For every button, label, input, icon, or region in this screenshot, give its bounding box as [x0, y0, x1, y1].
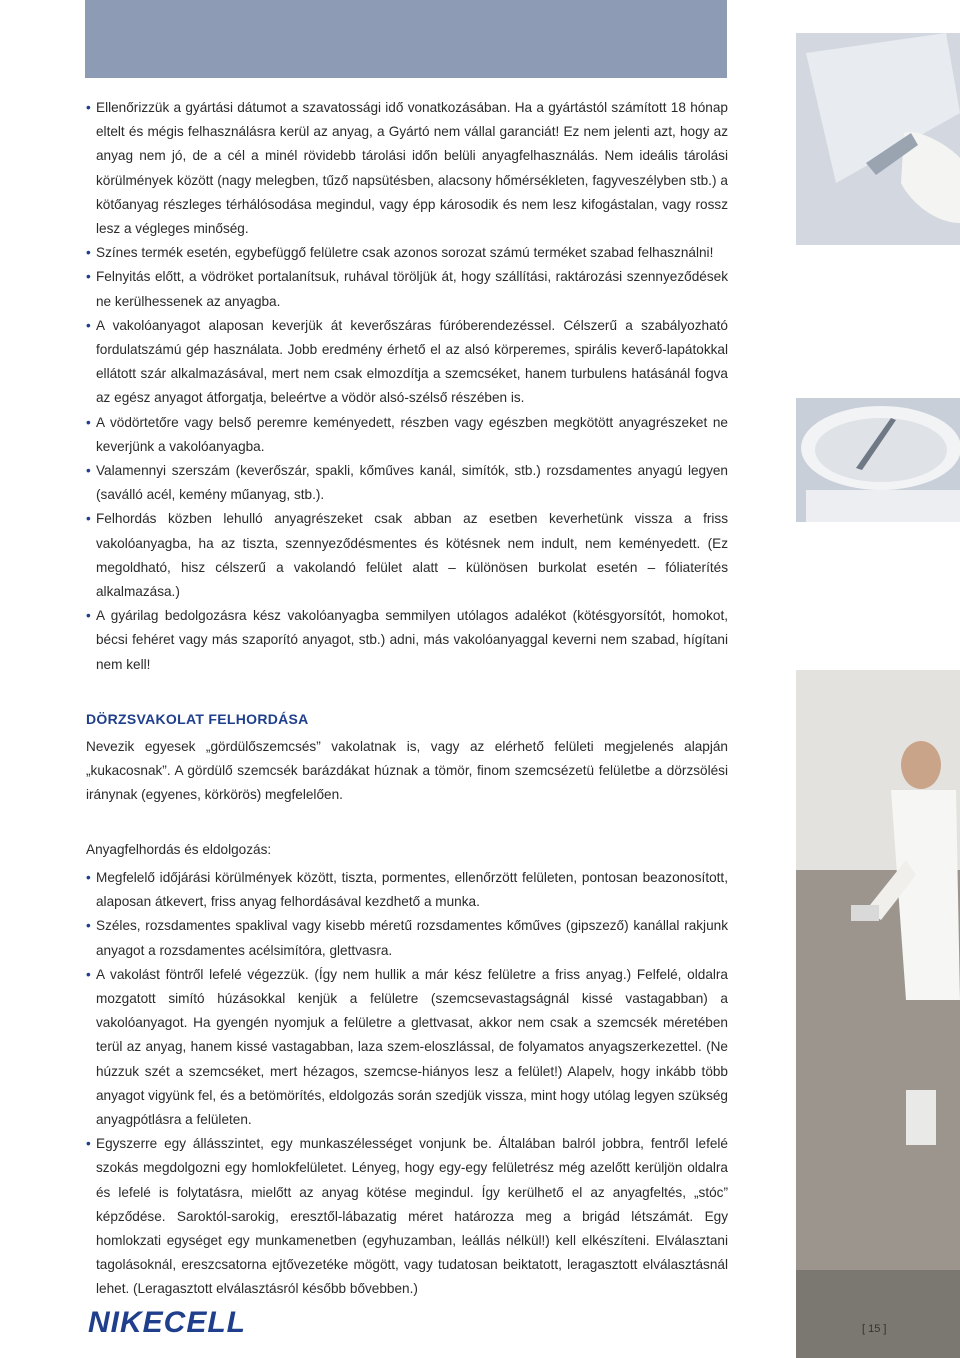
list-item: • Felhordás közben lehulló anyagrészeket csak abban az esetben keverhetünk vissza a friss vakolóanyagba, ha az tiszta, szennyeződésmentes és kötésnek nem indult, nem keményedett. (Ez megoldható, hisz célszerű a vakolandó felület alatt – különösen burkolat esetén – fóliaterítés alkalmazása.)	[86, 507, 728, 604]
list-item: • Széles, rozsdamentes spaklival vagy kisebb méretű rozsdamentes kőműves (gipszező) kanállal rakjunk anyagot a rozsdamentes acélsimítóra, glettvasra.	[86, 914, 728, 962]
main-content	[86, 96, 728, 1302]
list-item: • Színes termék esetén, egybefüggő felületre csak azonos sorozat számú terméket szabad felhasználni!	[86, 241, 728, 265]
list-item: • Egyszerre egy állásszintet, egy munkaszélességet vonjunk be. Általában balról jobbra, fentről lefelé szokás megdolgozni egy homlokfelületet. Lényeg, hogy egy-egy felületrész még azelőtt kerüljön oldalra és lefelé is folytatásra, mielőtt az anyag kötése megindul. Így kerülhető el az anyagfeltés, „stóc” képződése. Saroktól-sarokig, eresztől-lábazatig méret határozza meg a brigád létszámát. Egy homlokzati egységet egy munkamenetben (egyhuzamban, leállás nélkül!) kell elkészíteni. Elválasztani tagolásoknál, ereszcsatorna ejtővezetéke mögött, vagy tudatosan beiktatott, leragasztott elválasztásnál lehet. (Leragasztott elválasztásról később bővebben.)	[86, 1132, 728, 1301]
photo-worker-illustration	[796, 670, 960, 1358]
section-heading: DÖRZSVAKOLAT FELHORDÁSA	[86, 710, 309, 727]
list-item: • A gyárilag bedolgozásra kész vakolóanyagba semmilyen utólagos adalékot (kötésgyorsítót, homokot, bécsi fehéret vagy más szaporító anyagot, stb.) adni, más vakolóanyaggal keverni nem szabad, hígítani nem kell!	[86, 604, 728, 677]
photo-worker-plastering	[796, 670, 960, 1358]
application-steps-list	[86, 866, 728, 1302]
header-band	[85, 0, 727, 78]
photo-mixing-bucket	[796, 398, 960, 522]
precautions-list	[86, 96, 728, 677]
list-item: • A vödörtetőre vagy belső peremre keményedett, részben vagy egészben megkötött anyagrészeket ne keverjünk a vakolóanyagba.	[86, 411, 728, 459]
list-item: • Valamennyi szerszám (keverőszár, spakli, kőműves kanál, simítók, stb.) rozsdamentes anyagú legyen (saválló acél, kemény műanyag, stb.).	[86, 459, 728, 507]
list-item: • A vakolást föntről lefelé végezzük. (Így nem hullik a már kész felületre a friss anyag.) Felfelé, oldalra mozgatott simító húzásokkal kenjük a felületre (szemcsevastagságnál kissé vastagabban) a vakolóanyagot. Ha gyengén nyomjuk a felületre a glettvasat, akkor nem csak a szemcsék méretében terül az anyag, hanem kissé vastagabban, laza szem-eloszlással, de folyamatos anyagszerkezettel. (Ne húzzuk szét a szemcséket, mert hézagos, szemcse-hiányos lesz a felület!) Alapelv, hogy inkább több anyagot vigyünk fel, és a betömörítés, eldolgozás során szedjük vissza, mint hogy utólag legyen szükség anyagpótlásra a felületen.	[86, 963, 728, 1132]
nikecell-logo: NIKECELL	[88, 1306, 246, 1339]
page-number: [ 15 ]	[862, 1323, 887, 1335]
photo-mixing-bucket-illustration	[796, 398, 960, 522]
photo-plastering-hand	[796, 33, 960, 245]
list-item: • Felnyitás előtt, a vödröket portalanítsuk, ruhával töröljük át, hogy szállítási, raktározási szennyeződések ne kerülhessenek az anyagba.	[86, 265, 728, 313]
section-intro: Nevezik egyesek „gördülőszemcsés” vakolatnak is, vagy az elérhető felületi megjelenés alapján „kukacosnak”. A gördülő szemcsék barázdákat húznak a tömör, finom szemcsézetü felületbe a dörzsölési iránynak (egyenes, körkörös) megfelelően.	[86, 739, 728, 803]
list-item: • A vakolóanyagot alaposan keverjük át keverőszáras fúróberendezéssel. Célszerű a szabályozható fordulatszámú gép használata. Jobb eredmény érhető el az alsó körperemes, spirális keverő-lapátokkal ellátott szár alkalmazásával, mert nem csak elmozdítja a szemcséket, hanem turbulens hatásánál fogva az egész anyagot átforgatja, beleértve a vödör alsó-szélső részében is.	[86, 314, 728, 411]
list-item: • Ellenőrizzük a gyártási dátumot a szavatossági idő vonatkozásában. Ha a gyártástól számított 18 hónap eltelt és mégis felhasználásra kerül az anyag, a Gyártó nem vállal garanciát! Ez nem jelenti azt, hogy az anyag nem jó, de a cél a minél rövidebb tárolási időn belüli anyagfelhasználás. Nem ideális tárolási körülmények között (nagy melegben, tűző napsütésben, alacsony hőmérsékleten, fagyveszélyben stb.) a kötőanyag részleges térhálósodása megindul, vagy épp károsodik és nem lesz kifogástalan, vagy rossz lesz a végleges minőség.	[86, 96, 728, 241]
photo-plastering-hand-illustration	[796, 33, 960, 245]
list-item: • Megfelelő időjárási körülmények között, tiszta, pormentes, ellenőrzött felületen, pontosan beazonosított, alaposan átkevert, friss anyag felhordásával kezdhető a munka.	[86, 866, 728, 914]
application-subheading: Anyagfelhordás és eldolgozás:	[86, 841, 272, 857]
